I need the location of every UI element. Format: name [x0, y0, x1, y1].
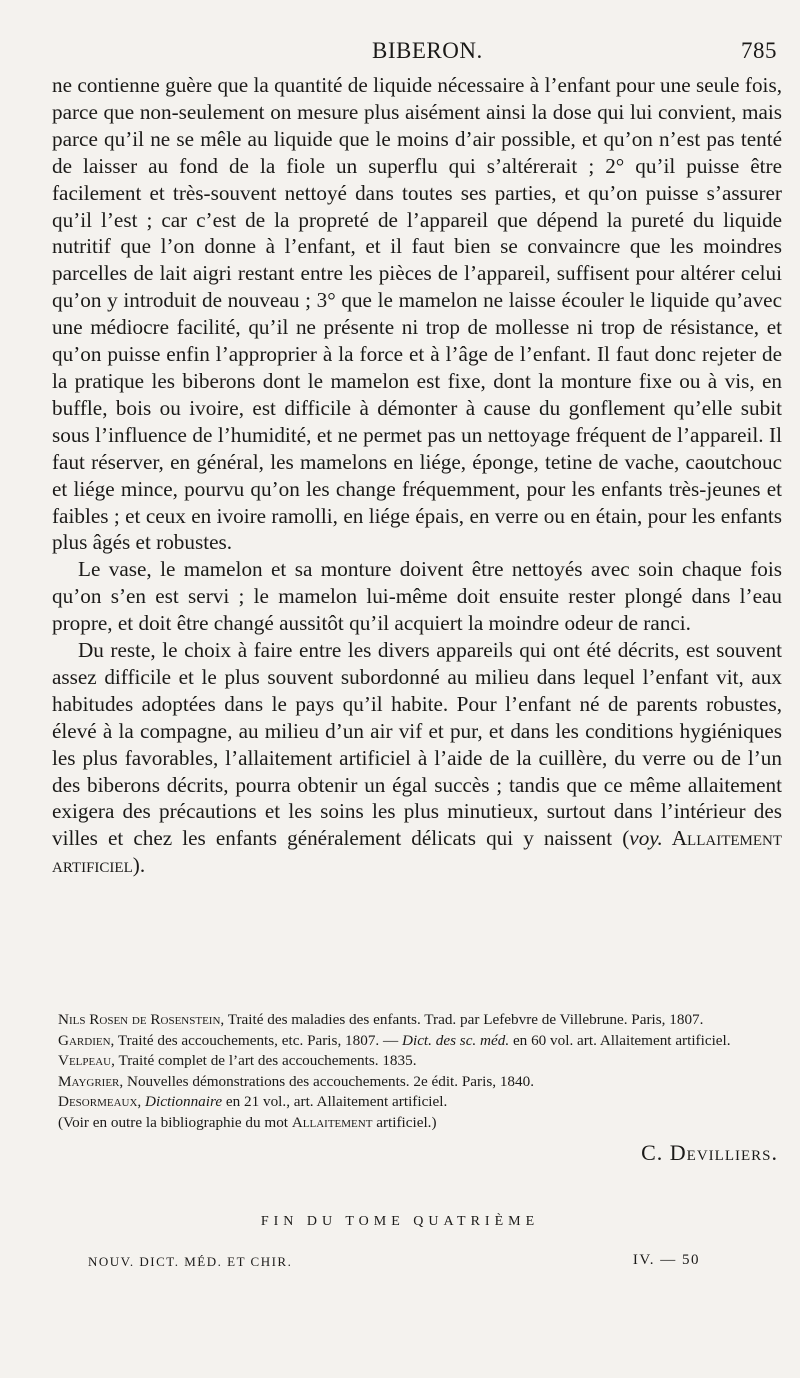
reference-entry [58, 1051, 780, 1072]
reference-author: Gardien [58, 1031, 111, 1049]
reference-note-term: Allaitement [291, 1113, 373, 1131]
reference-entry [58, 1031, 780, 1052]
paragraph-1: ne contienne guère que la quantité de liquide nécessaire à l’enfant pour une seule fois, parce que non-seulement on mesure plus aisément ainsi la dose qui lui convient, mais parce qu’il ne se mêle au liquide que le moins d’air possible, et qu’on n’est pas tenté de laisser au fond de la fiole un superflu qui s’altérerait ; 2° qu’il puisse être facilement et très-souvent nettoyé dans toutes ses parties, et qu’on puisse s’assurer qu’il l’est ; car c’est de la propreté de l’appareil que dépend la pureté du liquide nutritif que l’on donne à l’enfant, et il faut bien se convaincre que les moindres parcelles de lait aigri restant entre les pièces de l’appareil, suffisent pour altérer celui qu’on y introduit de nouveau ; 3° que le mamelon ne laisse écouler le liquide qu’avec une médiocre facilité, qu’il ne présente ni trop de mollesse ni trop de résistance, et qu’on puisse enfin l’approprier à la force et à l’âge de l’enfant. Il faut donc rejeter de la pratique les biberons dont le mamelon est fixe, dont la monture fixe ou à vis, en buffle, bois ou ivoire, est difficile à démonter à cause du gonflement qu’elle subit sous l’influence de l’humidité, et ne permet pas un nettoyage fréquent de l’appareil. Il faut réserver, en général, les mamelons en liége, éponge, tetine de vache, caoutchouc et liége mince, pourvu qu’on les change fréquemment, pour les enfants très-jeunes et faibles ; et ceux en ivoire ramolli, en liége épais, en verre ou en étain, pour les enfants plus âgés et robustes. [52, 73, 782, 555]
reference-text: , Traité des accouchements, etc. Paris, 1807. — [110, 1031, 402, 1049]
reference-note-post: artificiel.) [372, 1113, 437, 1131]
paragraph-3 [52, 637, 782, 879]
reference-note-pre: (Voir en outre la bibliographie du mot [58, 1113, 292, 1131]
reference-italic: Dictionnaire [145, 1093, 223, 1110]
cross-reference: Allaitement artificiel [52, 826, 783, 878]
running-header [52, 38, 780, 68]
reference-italic: Dict. des sc. méd. [402, 1031, 510, 1049]
paragraph-3-text: Du reste, le choix à faire entre les divers appareils qui ont été décrits, est souvent assez difficile et le plus souvent subordonné au milieu dans lequel l’enfant vit, aux habitudes adoptées dans le pays qu’il habite. Pour l’enfant né de parents robustes, élevé à la compagne, au milieu d’un air vif et pur, et dans les conditions hygiéniques les plus favorables, l’allaitement artificiel à l’aide de la cuillère, du verre ou de l’un des biberons décrits, pourra obtenir un égal succès ; tandis que ce même allaitement exigera des précautions et les soins les plus minutieux, surtout dans l’intérieur des villes et chez les enfants généralement délicats qui y naissent [52, 638, 782, 851]
reference-text: , Traité des maladies des enfants. Trad. par Lefebvre de Villebrune. Paris, 1807. [220, 1011, 704, 1028]
paragraph-2: Le vase, le mamelon et sa monture doivent être nettoyés avec soin chaque fois qu’on s’en est servi ; le mamelon lui-même doit ensuite rester plongé dans l’eau propre, et doit être changé aussitôt qu’il acquiert la moindre odeur de ranci. [52, 557, 782, 636]
reference-entry [58, 1010, 780, 1031]
reference-author: Desormeaux [58, 1093, 138, 1110]
reference-tail: en 60 vol. art. Allaitement artificiel. [509, 1031, 731, 1049]
body-text [52, 72, 782, 879]
header-title: BIBERON. [372, 38, 483, 63]
reference-text: , Nouvelles démonstrations des accouchements. 2e édit. Paris, 1840. [119, 1072, 534, 1090]
reference-author: Velpeau [58, 1052, 112, 1069]
footer-signature: IV. — 50 [632, 1252, 700, 1268]
page-number: 785 [741, 38, 777, 63]
paragraph-3-ref-open: ( [612, 826, 630, 851]
reference-author: Nils Rosen de Rosenstein [58, 1011, 221, 1028]
end-of-volume-line: FIN DU TOME QUATRIÈME [260, 1214, 540, 1229]
footer [88, 1254, 700, 1270]
reference-author: Maygrier [58, 1072, 120, 1090]
bibliography [58, 1010, 780, 1133]
voy-abbrev: voy. [629, 826, 663, 851]
reference-text: , Traité complet de l’art des accouchements. 1835. [111, 1052, 417, 1069]
reference-entry [58, 1092, 780, 1113]
reference-note [58, 1113, 780, 1134]
paragraph-3-ref-close: ). [132, 853, 146, 878]
reference-text: , [137, 1093, 146, 1110]
reference-entry [58, 1072, 780, 1093]
reference-tail: en 21 vol., art. Allaitement artificiel. [222, 1093, 448, 1110]
footer-journal: NOUV. DICT. MÉD. ET CHIR. [88, 1254, 293, 1269]
article-author: C. Devilliers. [641, 1140, 778, 1165]
